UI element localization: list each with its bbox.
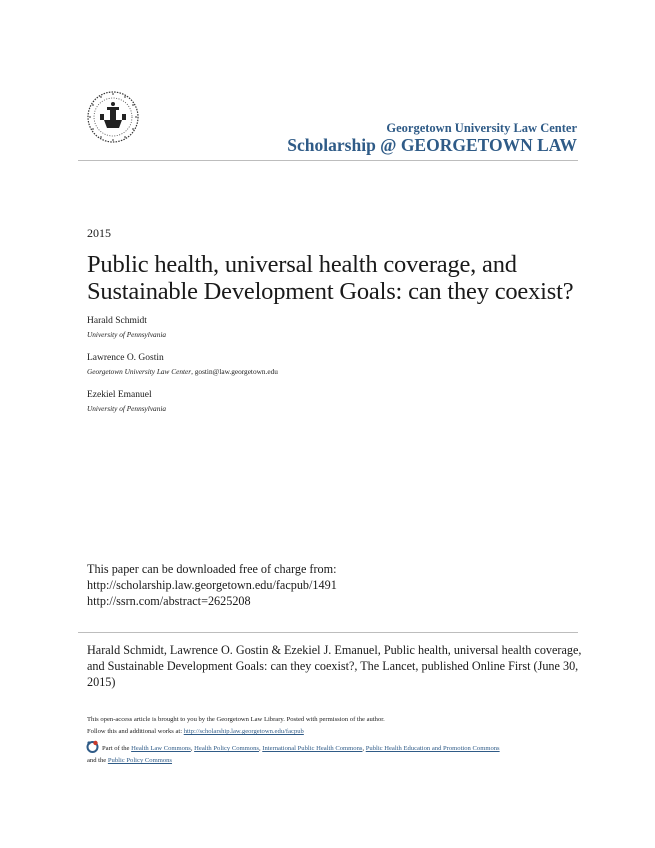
commons-link-international-public-health[interactable]: International Public Health Commons	[262, 745, 363, 752]
open-access-notice: This open-access article is brought to you by the Georgetown Law Library. Posted with permission of the author.	[87, 716, 385, 723]
author-name: Harald Schmidt	[87, 316, 147, 326]
author-name: Ezekiel Emanuel	[87, 390, 152, 400]
repository-header	[287, 121, 577, 155]
citation: Harald Schmidt, Lawrence O. Gostin & Ezekiel J. Emanuel, Public health, universal health coverage, and Sustainable Development Goals: can they coexist?, The Lancet, published Online First (June 30, 2015)	[87, 643, 582, 689]
citation-divider	[78, 632, 578, 633]
author-affiliation: Georgetown University Law Center, gostin@law.georgetown.edu	[87, 367, 278, 376]
commons-line-2	[87, 756, 172, 765]
follow-line	[87, 727, 304, 736]
author-affiliation: University of Pennsylvania	[87, 404, 167, 413]
repository-name[interactable]: Scholarship @ GEORGETOWN LAW	[287, 135, 577, 155]
commons-link-public-health-education[interactable]: Public Health Education and Promotion Commons	[365, 745, 500, 752]
university-seal-icon	[86, 90, 140, 144]
part-of-label: Part of the	[102, 745, 130, 752]
author-name: Lawrence O. Gostin	[87, 353, 164, 363]
download-intro: This paper can be downloaded free of charge from:	[87, 562, 337, 576]
download-link-scholarship[interactable]: http://scholarship.law.georgetown.edu/facpub/1491	[87, 578, 337, 592]
download-link-ssrn[interactable]: http://ssrn.com/abstract=2625208	[87, 594, 251, 608]
commons-link-public-policy[interactable]: Public Policy Commons	[107, 757, 173, 764]
author-affiliation-name: Georgetown University Law Center	[87, 367, 192, 376]
follow-label: Follow this and additional works at:	[87, 728, 183, 735]
paper-title: Public health, universal health coverage, and Sustainable Development Goals: can they coexist?	[87, 251, 574, 305]
bepress-commons-icon	[86, 740, 99, 753]
follow-link[interactable]: http://scholarship.law.georgetown.edu/facpub	[183, 728, 304, 735]
commons-link-health-law[interactable]: Health Law Commons	[131, 745, 191, 752]
publication-year: 2015	[87, 226, 111, 240]
commons-link-health-policy[interactable]: Health Policy Commons	[194, 745, 259, 752]
author-email[interactable]: gostin@law.georgetown.edu	[194, 367, 278, 376]
commons-line: Part of the Health Law Commons, Health Policy Commons, International Public Health Commons, Public Health Education and Promotion Commons	[102, 745, 500, 752]
header-divider	[78, 160, 578, 161]
and-the-label: and the	[87, 757, 107, 764]
institution-name[interactable]: Georgetown University Law Center	[386, 121, 577, 135]
download-info	[87, 561, 337, 609]
author-affiliation: University of Pennsylvania	[87, 330, 167, 339]
